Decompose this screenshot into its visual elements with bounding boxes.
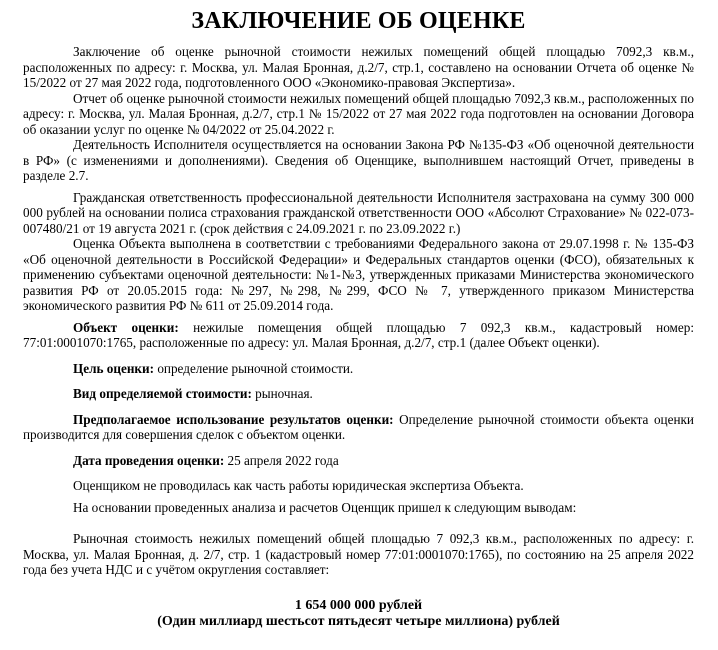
purpose-text: определение рыночной стоимости. <box>154 360 354 376</box>
paragraph-intended-use <box>23 412 694 443</box>
purpose-label: Цель оценки: <box>73 360 155 376</box>
result-amount-words: (Один миллиард шестьсот пятьдесят четыре миллиона) рублей <box>157 614 560 629</box>
paragraph-object <box>23 320 694 351</box>
object-text: нежилые помещения общей площадью 7 092,3 кв.м., кадастровый номер: 77:01:0001070:1765, расположенные по адресу: ул. Малая Бронная, д.2/7, стр.1 (далее Объект оценки). <box>23 319 694 350</box>
paragraph-report: Отчет об оценке рыночной стоимости нежилых помещений общей площадью 7092,3 кв.м., расположенных по адресу: г. Москва, ул. Малая Бронная, д.2/7, стр.1 № 15/2022 от 27 мая 2022 года подготовлен на основании Договора об оказании услуг по оценке № 04/2022 от 25.04.2022 г. <box>23 90 694 137</box>
paragraph-legal-note: Оценщиком не проводилась как часть работы юридическая экспертиза Объекта. <box>73 478 524 493</box>
paragraph-value-type <box>23 386 694 402</box>
document-page <box>0 7 718 650</box>
object-label: Объект оценки: <box>73 319 179 335</box>
value-type-text: рыночная. <box>251 386 313 401</box>
paragraph-insurance: Гражданская ответственность профессиональной деятельности Исполнителя застрахована на сумму 300 000 000 рублей на основании полиса страхования гражданской ответственности ООО «Абсолют Страхование» № 022-073-007480/21 от 19 августа 2021 г. (срок действия с 24.09.2021 г. по 23.09.2022 г.) <box>23 189 694 236</box>
value-type-label: Вид определяемой стоимости: <box>73 386 252 401</box>
date-label: Дата проведения оценки: <box>73 452 225 468</box>
paragraph-date <box>23 453 694 469</box>
paragraph-legal-basis: Деятельность Исполнителя осуществляется на основании Закона РФ №135-ФЗ «Об оценочной деятельности в РФ» (с изменениями и дополнениями). Сведения об Оценщике, выполнившем настоящий Отчет, приведены в разделе 2.7. <box>23 137 694 183</box>
date-text: 25 апреля 2022 года <box>224 452 339 468</box>
use-label: Предполагаемое использование результатов оценки: <box>73 411 394 427</box>
paragraph-intro: Заключение об оценке рыночной стоимости нежилых помещений общей площадью 7092,3 кв.м., расположенных по адресу: г. Москва, ул. Малая Бронная, д.2/7, стр.1, составлено на основании Отчета об оценке № 15/2022 от 27 мая 2022 года, подготовленного ООО «Экономико-правовая Экспертиза». <box>23 44 694 90</box>
result-amount: 1 654 000 000 рублей <box>294 597 423 613</box>
paragraph-purpose <box>23 361 694 377</box>
paragraph-conclusion: Рыночная стоимость нежилых помещений общей площадью 7 092,3 кв.м., расположенных по адресу: г. Москва, ул. Малая Бронная, д. 2/7, стр. 1 (кадастровый номер 77:01:0001070:1765), по состоянию на 25 апреля 2022 года без учета НДС и с учётом округления составляет: <box>23 531 694 577</box>
page-title: ЗАКЛЮЧЕНИЕ ОБ ОЦЕНКЕ <box>191 8 526 34</box>
paragraph-basis: На основании проведенных анализа и расчетов Оценщик пришел к следующим выводам: <box>73 499 577 515</box>
use-text: Определение рыночной стоимости объекта оценки производится для совершения сделок с объектом оценки. <box>23 411 694 442</box>
paragraph-standards: Оценка Объекта выполнена в соответствии с требованиями Федерального закона от 29.07.1998 г. № 135-ФЗ «Об оценочной деятельности в Российской Федерации» и Федеральных стандартов оценки (ФСО), обязательных к применению субъектами оценочной деятельности: №1-№3, утвержденных приказами Министерства экономического развития РФ от 20.05.2015 года: №297, №298, №299, ФСО № 7, утвержденного приказом Министерства экономического развития РФ № 611 от 25.09.2014 года. <box>23 236 694 313</box>
